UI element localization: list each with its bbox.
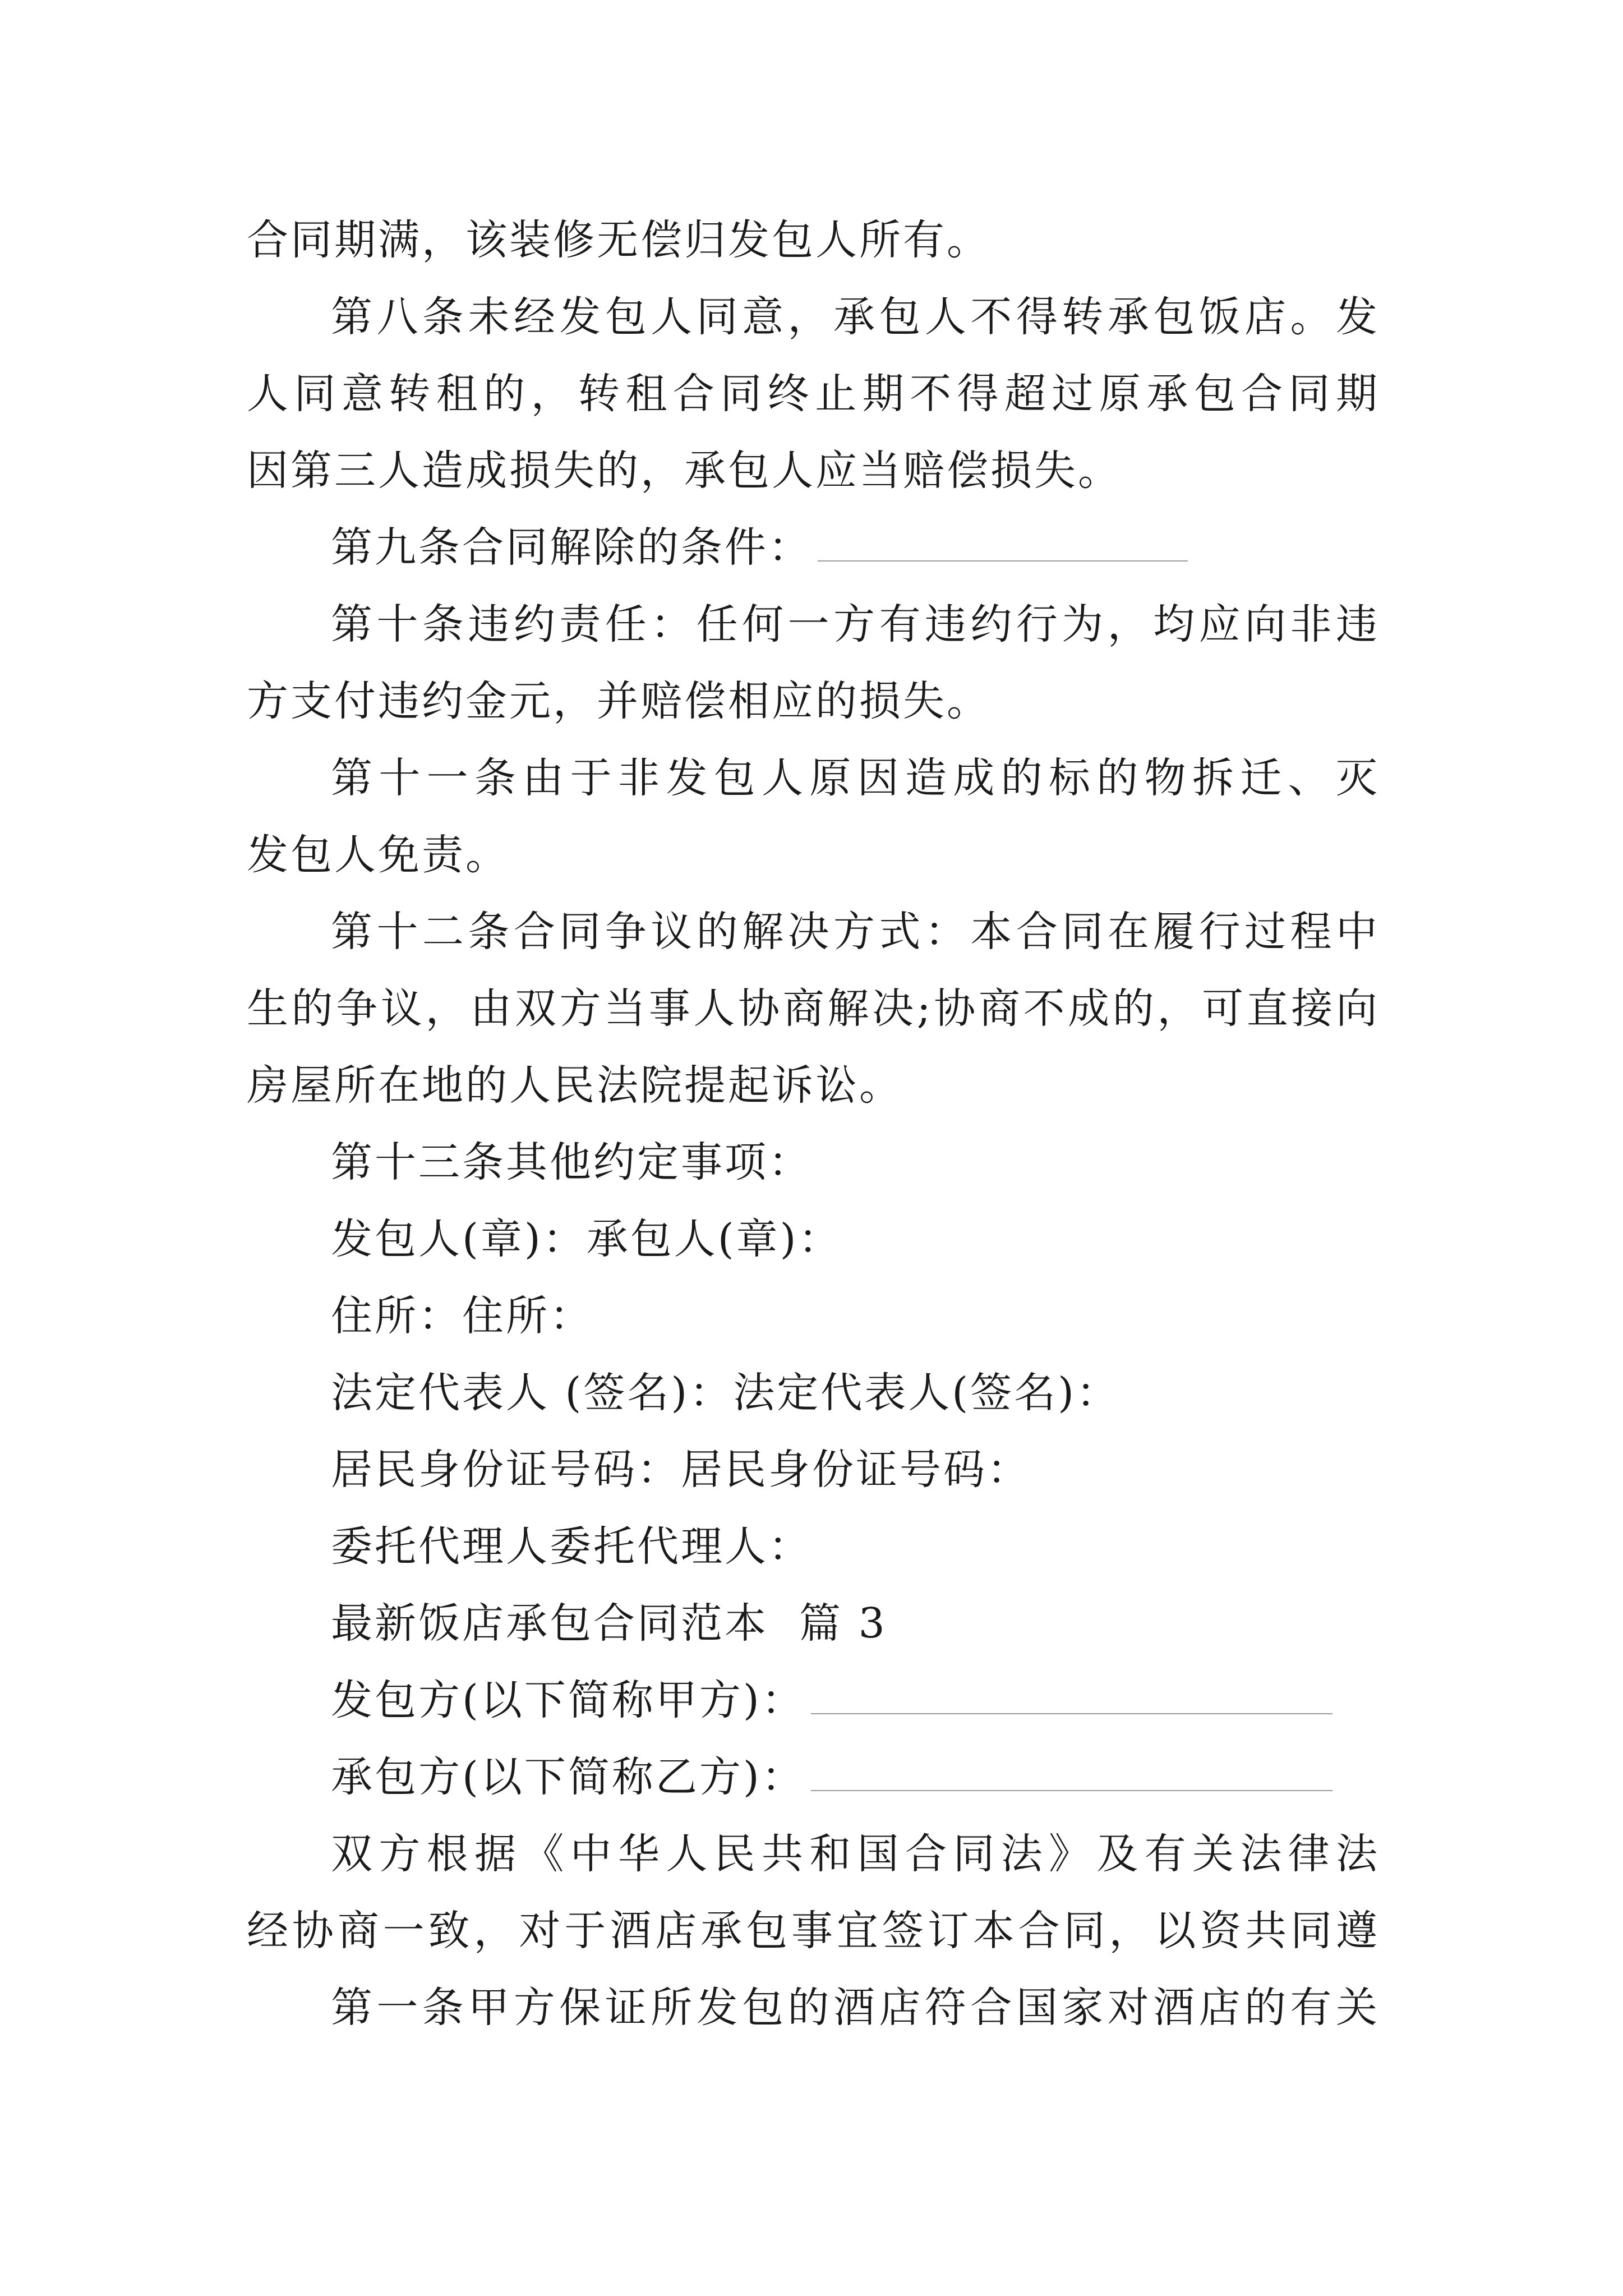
party-a-blank — [811, 1680, 1332, 1714]
address-line: 住所：住所： — [331, 1292, 593, 1340]
article-12-line-1: 第十二条合同争议的解决方式：本合同在履行过程中 — [331, 908, 1380, 956]
article-12-line-2: 生的争议，由双方当事人协商解决;协商不成的，可直接向 — [247, 984, 1380, 1033]
party-b-blank — [811, 1756, 1332, 1791]
termination-conditions-blank — [818, 527, 1188, 562]
article-9-line — [247, 509, 1380, 586]
article-12-line-3: 房屋所在地的人民法院提起诉讼。 — [247, 1061, 903, 1110]
document-body — [247, 202, 1380, 2046]
article-1-line-1: 第一条甲方保证所发包的酒店符合国家对酒店的有关 — [331, 1984, 1380, 2032]
article-9-text: 第九条合同解除的条件： — [331, 523, 812, 572]
article-10-line-1: 第十条违约责任：任何一方有违约行为，均应向非违 — [331, 600, 1380, 648]
party-a-line — [247, 1662, 1380, 1739]
article-11-line-1: 第十一条由于非发包人原因造成的标的物拆迁、灭 — [331, 754, 1380, 802]
legal-representative-line: 法定代表人 (签名)：法定代表人(签名)： — [331, 1369, 1121, 1417]
article-13-line: 第十三条其他约定事项： — [331, 1138, 812, 1186]
section-heading: 最新饭店承包合同范本 篇 3 — [331, 1599, 887, 1648]
article-11-line-2: 发包人免责。 — [247, 831, 509, 879]
preamble-line-1: 双方根据《中华人民共和国合同法》及有关法律法 — [331, 1830, 1380, 1878]
article-10-line-2: 方支付违约金元，并赔偿相应的损失。 — [247, 677, 990, 725]
party-b-line — [247, 1739, 1380, 1816]
party-b-label: 承包方(以下简称乙方)： — [331, 1753, 805, 1801]
agent-line: 委托代理人委托代理人： — [331, 1522, 812, 1571]
article-8-line-1: 第八条未经发包人同意，承包人不得转承包饭店。发 — [331, 293, 1380, 341]
id-number-line: 居民身份证号码：居民身份证号码： — [331, 1446, 1031, 1494]
article-8-line-3: 因第三人造成损失的，承包人应当赔偿损失。 — [247, 447, 1122, 495]
preamble-line-2: 经协商一致，对于酒店承包事宜签订本合同，以资共同遵 — [247, 1907, 1380, 1955]
article-8-line-2: 人同意转租的，转租合同终止期不得超过原承包合同期 — [247, 370, 1380, 418]
paragraph-line: 合同期满，该装修无偿归发包人所有。 — [247, 216, 990, 264]
signature-seal-line: 发包人(章)：承包人(章)： — [331, 1215, 842, 1263]
party-a-label: 发包方(以下简称甲方)： — [331, 1676, 805, 1724]
